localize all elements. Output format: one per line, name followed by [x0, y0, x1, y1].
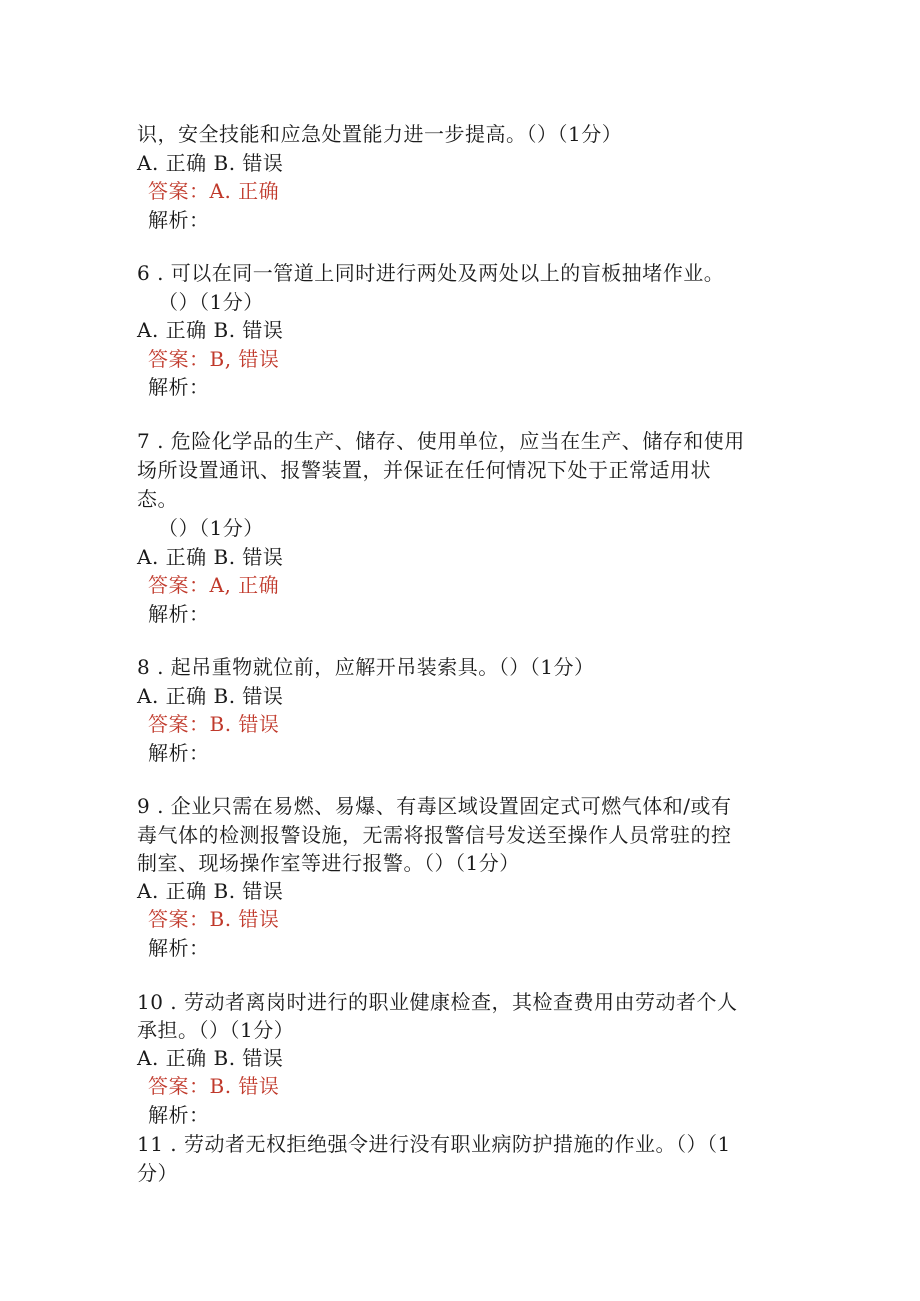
question-11-text-line-1: 11 . 劳动者无权拒绝强令进行没有职业病防护措施的作业。（）（1 — [137, 1132, 731, 1156]
question-7-explanation: 解析： — [148, 602, 210, 626]
question-7-answer: 答案：A, 正确 — [148, 573, 280, 597]
question-7-text-line-4: （）（1分） — [158, 516, 264, 540]
question-6-text-line-2: （）（1分） — [158, 290, 264, 314]
question-5-explanation: 解析： — [148, 208, 210, 232]
question-6-explanation: 解析： — [148, 375, 210, 399]
question-7-text-line-2: 场所设置通讯、报警装置，并保证在任何情况下处于正常适用状 — [137, 458, 711, 482]
question-7-text-line-3: 态。 — [137, 487, 178, 511]
question-9-text-line-1: 9 . 企业只需在易燃、易爆、有毒区域设置固定式可燃气体和/或有 — [137, 794, 732, 818]
question-6-answer: 答案：B, 错误 — [148, 347, 280, 371]
question-9-options: A. 正确 B. 错误 — [137, 879, 284, 903]
question-9-answer: 答案：B. 错误 — [148, 907, 280, 931]
question-10-answer: 答案：B. 错误 — [148, 1074, 280, 1098]
question-11-text-line-2: 分） — [137, 1161, 178, 1185]
question-7-options: A. 正确 B. 错误 — [137, 545, 284, 569]
question-8-text-line-1: 8 . 起吊重物就位前，应解开吊装索具。（）（1分） — [137, 655, 595, 679]
question-9-text-line-2: 毒气体的检测报警设施，无需将报警信号发送至操作人员常驻的控 — [137, 823, 732, 847]
question-9-explanation: 解析： — [148, 936, 210, 960]
question-5-text-line-1: 识，安全技能和应急处置能力进一步提高。（）（1分） — [137, 122, 623, 146]
question-6-text-line-1: 6 . 可以在同一管道上同时进行两处及两处以上的盲板抽堵作业。 — [137, 261, 725, 285]
question-8-options: A. 正确 B. 错误 — [137, 684, 284, 708]
question-10-explanation: 解析： — [148, 1103, 210, 1127]
question-10-options: A. 正确 B. 错误 — [137, 1046, 284, 1070]
question-10-text-line-1: 10 . 劳动者离岗时进行的职业健康检查，其检查费用由劳动者个人 — [137, 990, 738, 1014]
question-9-text-line-3: 制室、现场操作室等进行报警。（）（1分） — [137, 851, 520, 875]
question-8-explanation: 解析： — [148, 741, 210, 765]
question-10-text-line-2: 承担。（）（1分） — [137, 1018, 295, 1042]
question-7-text-line-1: 7 . 危险化学品的生产、储存、使用单位，应当在生产、储存和使用 — [137, 429, 745, 453]
question-5-answer: 答案：A. 正确 — [148, 179, 280, 203]
question-6-options: A. 正确 B. 错误 — [137, 318, 284, 342]
question-5-options: A. 正确 B. 错误 — [137, 151, 284, 175]
question-8-answer: 答案：B. 错误 — [148, 712, 280, 736]
